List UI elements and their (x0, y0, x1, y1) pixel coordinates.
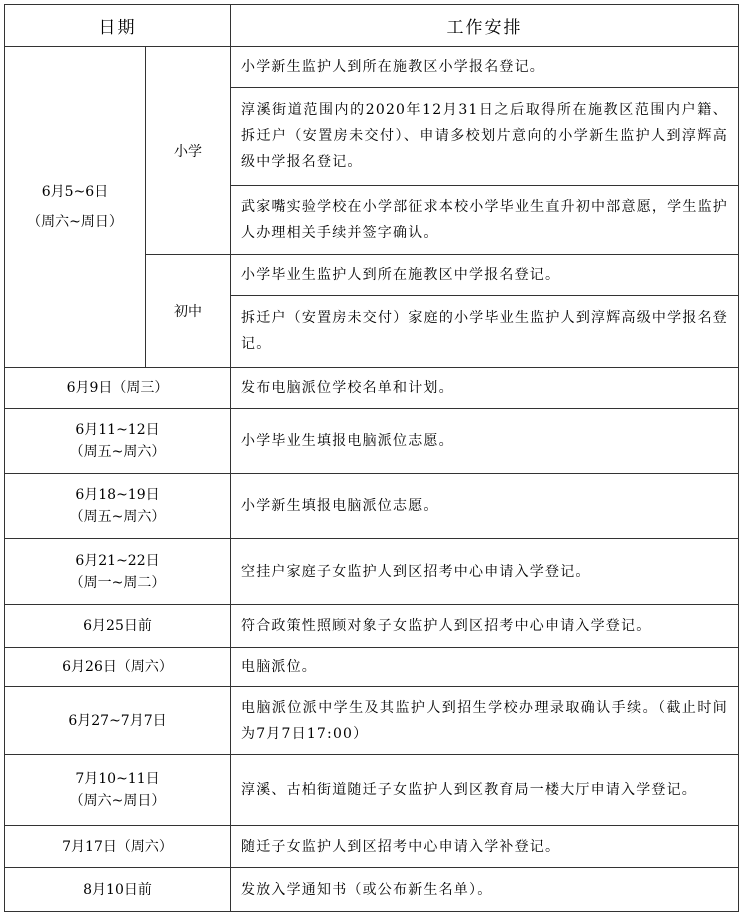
date-cell (5, 686, 231, 755)
task-cell: 拆迁户（安置房未交付）家庭的小学毕业生监护人到淳辉高级中学报名登记。 (231, 295, 739, 367)
date-cell (5, 755, 231, 826)
task-cell: 小学新生填报电脑派位志愿。 (231, 473, 739, 539)
date-cell (5, 539, 231, 605)
table-row (5, 408, 739, 473)
date-line: （周五~周六） (69, 443, 166, 460)
date-line: 6月21~22日 (75, 552, 160, 569)
date-line: 6月26日（周六） (62, 658, 173, 675)
task-cell: 小学毕业生填报电脑派位志愿。 (231, 408, 739, 473)
task-cell: 武家嘴实验学校在小学部征求本校小学毕业生直升初中部意愿，学生监护人办理相关手续并签字确认。 (231, 185, 739, 255)
date-cell (5, 367, 231, 408)
date-line: （周一~周二） (69, 574, 166, 591)
table-row (5, 539, 739, 605)
table-row (5, 367, 739, 408)
date-cell (5, 604, 231, 647)
table-row (5, 648, 739, 686)
table-row (5, 473, 739, 539)
task-cell: 小学新生监护人到所在施教区小学报名登记。 (231, 47, 739, 87)
task-cell: 随迁子女监护人到区招考中心申请入学补登记。 (231, 826, 739, 868)
date-line: 6月25日前 (83, 618, 152, 635)
task-cell: 符合政策性照顾对象子女监护人到区招考中心申请入学登记。 (231, 604, 739, 647)
enrollment-schedule-table (4, 4, 739, 912)
middle-school-label: 初中 (146, 255, 231, 367)
date-column-header: 日期 (5, 5, 231, 47)
table-row (5, 868, 739, 912)
date-line: （周六~周日） (27, 213, 123, 230)
table-row (5, 604, 739, 647)
primary-school-label: 小学 (146, 47, 231, 255)
date-cell (5, 408, 231, 473)
task-cell: 淳溪街道范围内的2020年12月31日之后取得所在施教区范围内户籍、拆迁户（安置房未交付）、申请多校划片意向的小学新生监护人到淳辉高级中学报名登记。 (231, 87, 739, 185)
date-line: 6月27~7月7日 (68, 712, 167, 729)
task-cell: 电脑派位派中学生及其监护人到招生学校办理录取确认手续。（截止时间为7月7日17:00） (231, 686, 739, 755)
date-line: 6月18~19日 (75, 486, 160, 503)
table-row (5, 755, 739, 826)
task-cell: 淳溪、古柏街道随迁子女监护人到区教育局一楼大厅申请入学登记。 (231, 755, 739, 826)
group-date-cell (5, 47, 146, 367)
date-cell (5, 473, 231, 539)
table-row (5, 686, 739, 755)
date-line: 6月5~6日 (41, 183, 109, 200)
task-cell: 发放入学通知书（或公布新生名单）。 (231, 868, 739, 912)
date-line: （周五~周六） (69, 508, 166, 525)
date-cell (5, 826, 231, 868)
work-column-header: 工作安排 (231, 5, 739, 47)
date-line: 8月10日前 (83, 881, 152, 898)
date-line: 6月11~12日 (75, 421, 160, 438)
header-row (5, 5, 739, 47)
task-cell: 空挂户家庭子女监护人到区招考中心申请入学登记。 (231, 539, 739, 605)
date-line: 6月9日（周三） (66, 379, 169, 396)
date-line: （周六~周日） (69, 793, 166, 810)
task-cell: 小学毕业生监护人到所在施教区中学报名登记。 (231, 255, 739, 295)
task-cell: 发布电脑派位学校名单和计划。 (231, 367, 739, 408)
table-row (5, 826, 739, 868)
date-line: 7月17日（周六） (62, 838, 173, 855)
table-row (5, 47, 739, 87)
date-cell (5, 648, 231, 686)
date-line: 7月10~11日 (75, 771, 160, 788)
date-cell (5, 868, 231, 912)
task-cell: 电脑派位。 (231, 648, 739, 686)
